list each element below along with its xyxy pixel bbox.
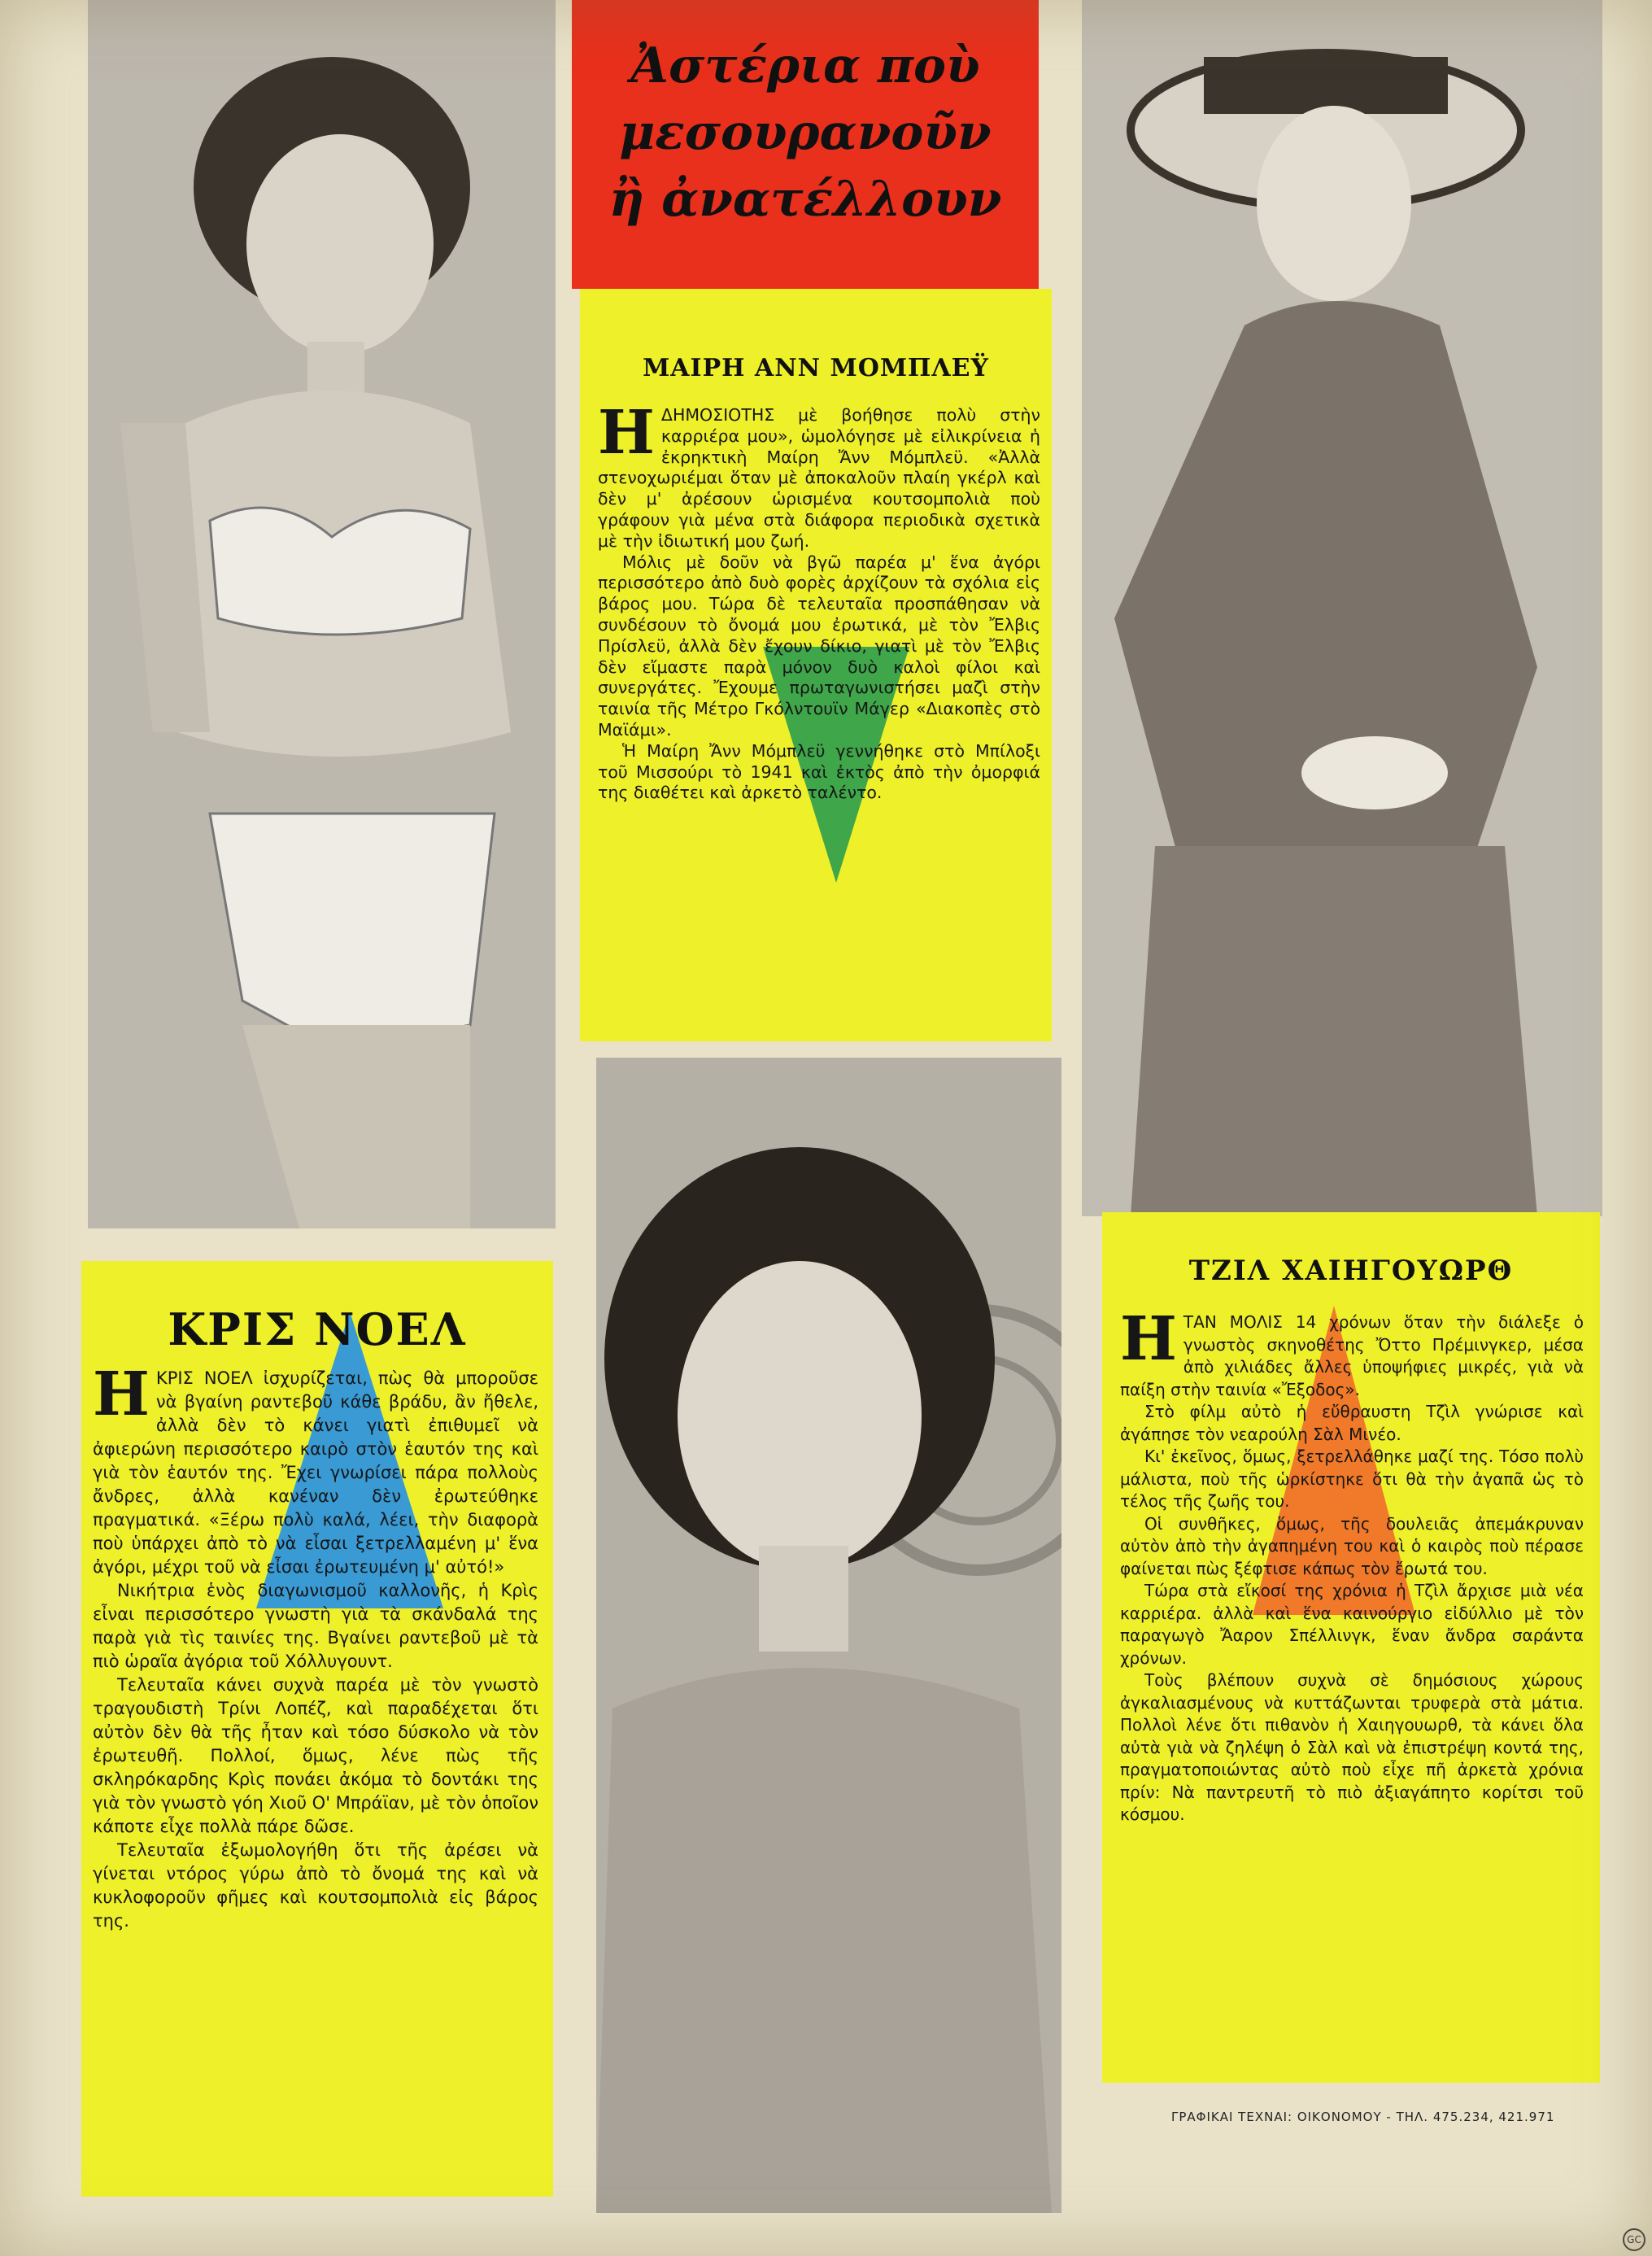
- paragraph: Τελευταῖα ἐξωμολογήθη ὅτι τῆς ἀρέσει νὰ γίνεται ντόρος γύρω ἀπὸ τὸ ὄνομά της καὶ νὰ κυκλοφοροῦν φῆμες καὶ κουτσομπολιὰ εἰς βάρος της.: [93, 1840, 538, 1931]
- photo-brunette-portrait: [596, 1058, 1061, 2213]
- paragraph: Οἱ συνθῆκες, ὅμως, τῆς δουλειᾶς ἀπεμάκρυναν αὐτὸν ἀπὸ τὴν ἀγαπημένη του καὶ ὁ καιρὸς ποὺ πέρασε φαίνεται πὼς ξέφτισε κάπως τὸν ἔρωτά του.: [1120, 1513, 1584, 1578]
- article-title-jill: ΤΖΙΛ ΧΑΙΗΓΟΥΩΡΘ: [1188, 1255, 1514, 1287]
- article-title-mary-ann: ΜΑΙΡΗ ΑΝΝ ΜΟΜΠΛΕΫ: [643, 354, 989, 382]
- page-headline: [572, 0, 1039, 233]
- paragraph: [93, 1359, 538, 1579]
- article-chris-noel: [81, 1261, 553, 2197]
- headline-line-3: ἢ ἀνατέλλουν: [608, 171, 1002, 228]
- paragraph: [1120, 1304, 1584, 1401]
- bikini-portrait-illustration: [88, 0, 556, 1228]
- headline-line-1: Ἀστέρια ποὺ: [630, 37, 980, 94]
- paragraph: Στὸ φίλμ αὐτὸ ἡ εὔθραυστη Τζὶλ γνώρισε καὶ ἀγάπησε τὸν νεαρούλη Σὰλ Μινέο.: [1120, 1402, 1584, 1444]
- article-body-jill: [1102, 1287, 1600, 1826]
- article-jill-haworth: [1102, 1212, 1600, 2083]
- paragraph: Μόλις μὲ δοῦν νὰ βγῶ παρέα μ' ἕνα ἀγόρι περισσότερο ἀπὸ δυὸ φορὲς ἀρχίζουν τὰ σχόλια εἰς βάρος μου. Τώρα δὲ τελευταῖα προσπάθησαν νὰ συνδέσουν τὸ ὄνομά μου ἐρωτικά, μὲ τὸν Ἔλβις Πρίσλεϋ, ἀλλὰ δὲν ἔχουν δίκιο, γιατὶ μὲ τὸν Ἔλβις δὲν εἴμαστε παρὰ μόνον δυὸ καλοὶ φίλοι καὶ συνεργάτες. Ἔχουμε πρωταγωνιστήσει μαζὶ στὴν ταινία τῆς Μέτρο Γκόλντουϊν Μάγερ «Διακοπὲς στὸ Μαϊάμι».: [598, 552, 1040, 740]
- drop-cap: Η: [1120, 1304, 1177, 1374]
- paragraph: [598, 398, 1040, 552]
- paragraph-text: ΚΡΙΣ ΝΟΕΛ ἰσχυρίζεται, πὼς θὰ μποροῦσε νὰ βγαίνη ραντεβοῦ κάθε βράδυ, ἂν ἤθελε, ἀλλὰ δὲν τὸ κάνει γιατὶ ἐπιθυμεῖ νὰ ἀφιερώνη περισσότερο καιρὸ στὸν ἑαυτόν της καὶ γιὰ τὸν ἑαυτόν της. Ἔχει γνωρίσει πάρα πολλοὺς ἄνδρες, ἀλλὰ κανέναν δὲν ἐρωτεύθηκε πραγματικά. «Ξέρω πολὺ καλά, λέει, τὴν διαφορὰ ποὺ ὑπάρχει ἀπὸ τὸ νὰ εἶσαι ξετρελλαμένη μ' ἕνα ἀγόρι, μέχρι τοῦ νὰ εἶσαι ἐρωτευμένη μ' αὐτό!»: [93, 1368, 538, 1577]
- paragraph: Νικήτρια ἑνὸς διαγωνισμοῦ καλλονῆς, ἡ Κρὶς εἶναι περισσότερο γνωστὴ γιὰ τὰ σκάνδαλά της παρὰ γιὰ τὶς ταινίες της. Βγαίνει ραντεβοῦ μὲ τὰ πιὸ ὡραῖα ἀγόρια τοῦ Χόλλυγουντ.: [93, 1581, 538, 1671]
- paragraph: Τοὺς βλέπουν συχνὰ σὲ δημόσιους χώρους ἀγκαλιασμένους νὰ κυττάζωνται τρυφερὰ στὰ μάτια. Πολλοὶ λένε ὅτι πιθανὸν ἡ Χαιηγουωρθ, τὰ κάνει ὅλα αὐτὰ γιὰ νὰ ζηλέψη ὁ Σὰλ καὶ νὰ ἐπιστρέψη κοντά της, πραγματοποιώντας αὐτὸ ποὺ εἶχε πῆ ἀρκετὰ χρόνια πρίν: Νὰ παντρευτῆ τὸ πιὸ ἀξιαγάπητο κορίτσι τοῦ κόσμου.: [1120, 1670, 1584, 1824]
- brunette-portrait-illustration: [596, 1058, 1061, 2213]
- article-body-mary-ann: [580, 382, 1052, 804]
- paragraph: Ἡ Μαίρη Ἄνν Μόμπλεϋ γεννήθηκε στὸ Μπίλοξι τοῦ Μισσούρι τὸ 1941 καὶ ἐκτὸς ἀπὸ τὴν ὀμορφιά της διαθέτει καὶ ἀρκετὸ ταλέντο.: [598, 740, 1040, 803]
- paragraph: Κι' ἐκεῖνος, ὅμως, ξετρελλάθηκε μαζί της. Τόσο πολὺ μάλιστα, ποὺ τῆς ὡρκίστηκε ὅτι θὰ τὴν ἀγαπᾶ ὡς τὸ τέλος τῆς ζωῆς του.: [1120, 1447, 1584, 1511]
- printer-credit: ΓΡΑΦΙΚΑΙ ΤΕΧΝΑΙ: ΟΙΚΟΝΟΜΟΥ - ΤΗΛ. 475.234, 421.971: [1171, 2110, 1555, 2124]
- drop-cap: Η: [598, 398, 655, 468]
- photo-bikini-portrait: [88, 0, 556, 1228]
- photo-hat-and-suit: [1082, 0, 1602, 1216]
- article-title-chris-noel: ΚΡΙΣ ΝΟΕΛ: [168, 1303, 467, 1355]
- paragraph-text: ΔΗΜΟΣΙΟΤΗΣ μὲ βοήθησε πολὺ στὴν καρριέρα μου», ὡμολόγησε μὲ εἰλικρίνεια ἡ ἐκρηκτικὴ Μαίρη Ἄνν Μόμπλεϋ. «Ἀλλὰ στενοχωριέμαι ὅταν μὲ ἀποκαλοῦν πλαίη γκέρλ καὶ δὲν μ' ἀρέσουν ὡρισμένα κουτσομπολιὰ ποὺ γράφουν γιὰ μένα στὰ διάφορα περιοδικὰ σχετικὰ μὲ τὴν ἰδιωτική μου ζωή.: [598, 405, 1040, 551]
- headline-line-2: μεσουρανοῦν: [619, 104, 992, 161]
- paragraph-text: ΤΑΝ ΜΟΛΙΣ 14 χρόνων ὅταν τὴν διάλεξε ὁ γνωστὸς σκηνοθέτης Ὄττο Πρέμινγκερ, μέσα ἀπὸ χιλιάδες ἄλλες ὑποψήφιες μικρές, γιὰ νὰ παίξη στὴν ταινία «Ἔξοδος».: [1120, 1312, 1584, 1399]
- corner-mark: GC: [1623, 2228, 1645, 2251]
- drop-cap: Η: [93, 1359, 150, 1429]
- paragraph: Τώρα στὰ εἴκοσί της χρόνια ἡ Τζὶλ ἄρχισε μιὰ νέα καρριέρα. ἀλλὰ καὶ ἕνα καινούργιο εἰδύλλιο μὲ τὸν παραγωγὸ Ἄαρον Σπέλλινγκ, ἕναν ἄνδρα σαράντα χρόνων.: [1120, 1581, 1584, 1668]
- article-mary-ann-mobley: [580, 289, 1052, 1041]
- headline-box: [572, 0, 1039, 289]
- article-body-chris-noel: [81, 1355, 553, 1933]
- paragraph: Τελευταῖα κάνει συχνὰ παρέα μὲ τὸν γνωστὸ τραγουδιστὴ Τρίνι Λοπέζ, καὶ παραδέχεται ὅτι αὐτὸν δὲν θὰ τῆς ἦταν καὶ τόσο δύσκολο νὰ τὸν ἐρωτευθῆ. Πολλοί, ὅμως, λένε πὼς τῆς σκληρόκαρδης Κρὶς πονάει ἀκόμα τὸ δοντάκι της γιὰ τὸν γνωστὸ γόη Χιοῦ Ο' Μπράϊαν, μὲ τὸν ὁποῖον κάποτε εἶχε πολλὰ πάρε δῶσε.: [93, 1675, 538, 1836]
- hat-and-suit-illustration: [1082, 0, 1602, 1216]
